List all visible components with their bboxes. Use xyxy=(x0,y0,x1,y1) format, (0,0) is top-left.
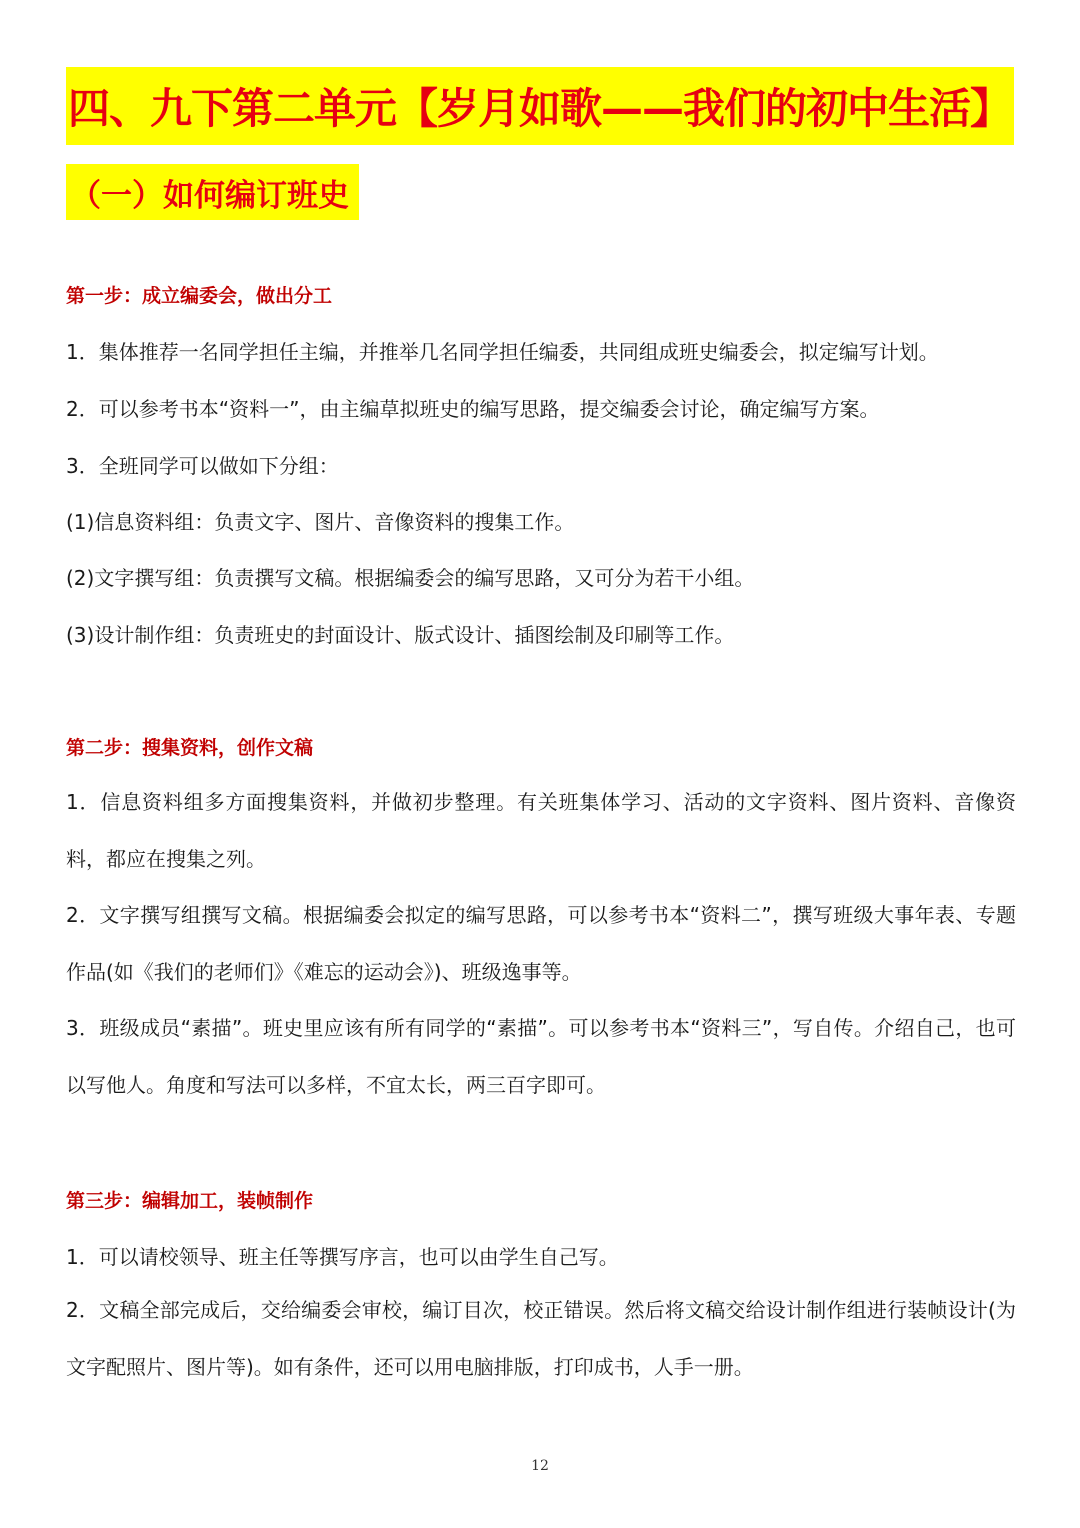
page-title: 四、九下第二单元【岁月如歌——我们的初中生活】 xyxy=(68,84,1012,133)
step-3-item-2: 2．文稿全部完成后，交给编委会审校，编订目次，校正错误。然后将文稿交给设计制作组进行装帧设计(为文字配照片、图片等)。如有条件，还可以用电脑排版，打印成书，人手一册。 xyxy=(66,1298,1016,1379)
step-1-item-4: (1)信息资料组：负责文字、图片、音像资料的搜集工作。 xyxy=(66,510,575,534)
step-2-heading: 第二步：搜集资料，创作文稿 xyxy=(66,737,314,759)
page-number: 12 xyxy=(531,1458,549,1474)
step-3-item-1: 1．可以请校领导、班主任等撰写序言，也可以由学生自己写。 xyxy=(66,1245,619,1269)
step-1-item-3: 3．全班同学可以做如下分组： xyxy=(66,454,339,478)
title-highlight xyxy=(66,67,1014,145)
subtitle-highlight xyxy=(66,164,359,220)
step-3-heading: 第三步：编辑加工，装帧制作 xyxy=(66,1190,314,1212)
step-1-item-2: 2．可以参考书本“资料一”，由主编草拟班史的编写思路，提交编委会讨论，确定编写方案。 xyxy=(66,397,880,421)
step-2-item-1: 1．信息资料组多方面搜集资料，并做初步整理。有关班集体学习、活动的文字资料、图片资料、音像资料，都应在搜集之列。 xyxy=(66,790,1016,871)
step-2-item-3: 3．班级成员“素描”。班史里应该有所有同学的“素描”。可以参考书本“资料三”，写自传。介绍自己，也可以写他人。角度和写法可以多样，不宜太长，两三百字即可。 xyxy=(66,1016,1016,1097)
step-1-item-6: (3)设计制作组：负责班史的封面设计、版式设计、插图绘制及印刷等工作。 xyxy=(66,623,735,647)
section-subtitle: （一）如何编订班史 xyxy=(70,177,349,214)
step-1-heading: 第一步：成立编委会，做出分工 xyxy=(66,285,333,307)
step-1-item-5: (2)文字撰写组：负责撰写文稿。根据编委会的编写思路，又可分为若干小组。 xyxy=(66,566,755,590)
step-1-item-1: 1．集体推荐一名同学担任主编，并推举几名同学担任编委，共同组成班史编委会，拟定编写计划。 xyxy=(66,340,939,364)
step-2-item-2: 2．文字撰写组撰写文稿。根据编委会拟定的编写思路，可以参考书本“资料二”，撰写班级大事年表、专题作品(如《我们的老师们》《难忘的运动会》)、班级逸事等。 xyxy=(66,903,1016,984)
